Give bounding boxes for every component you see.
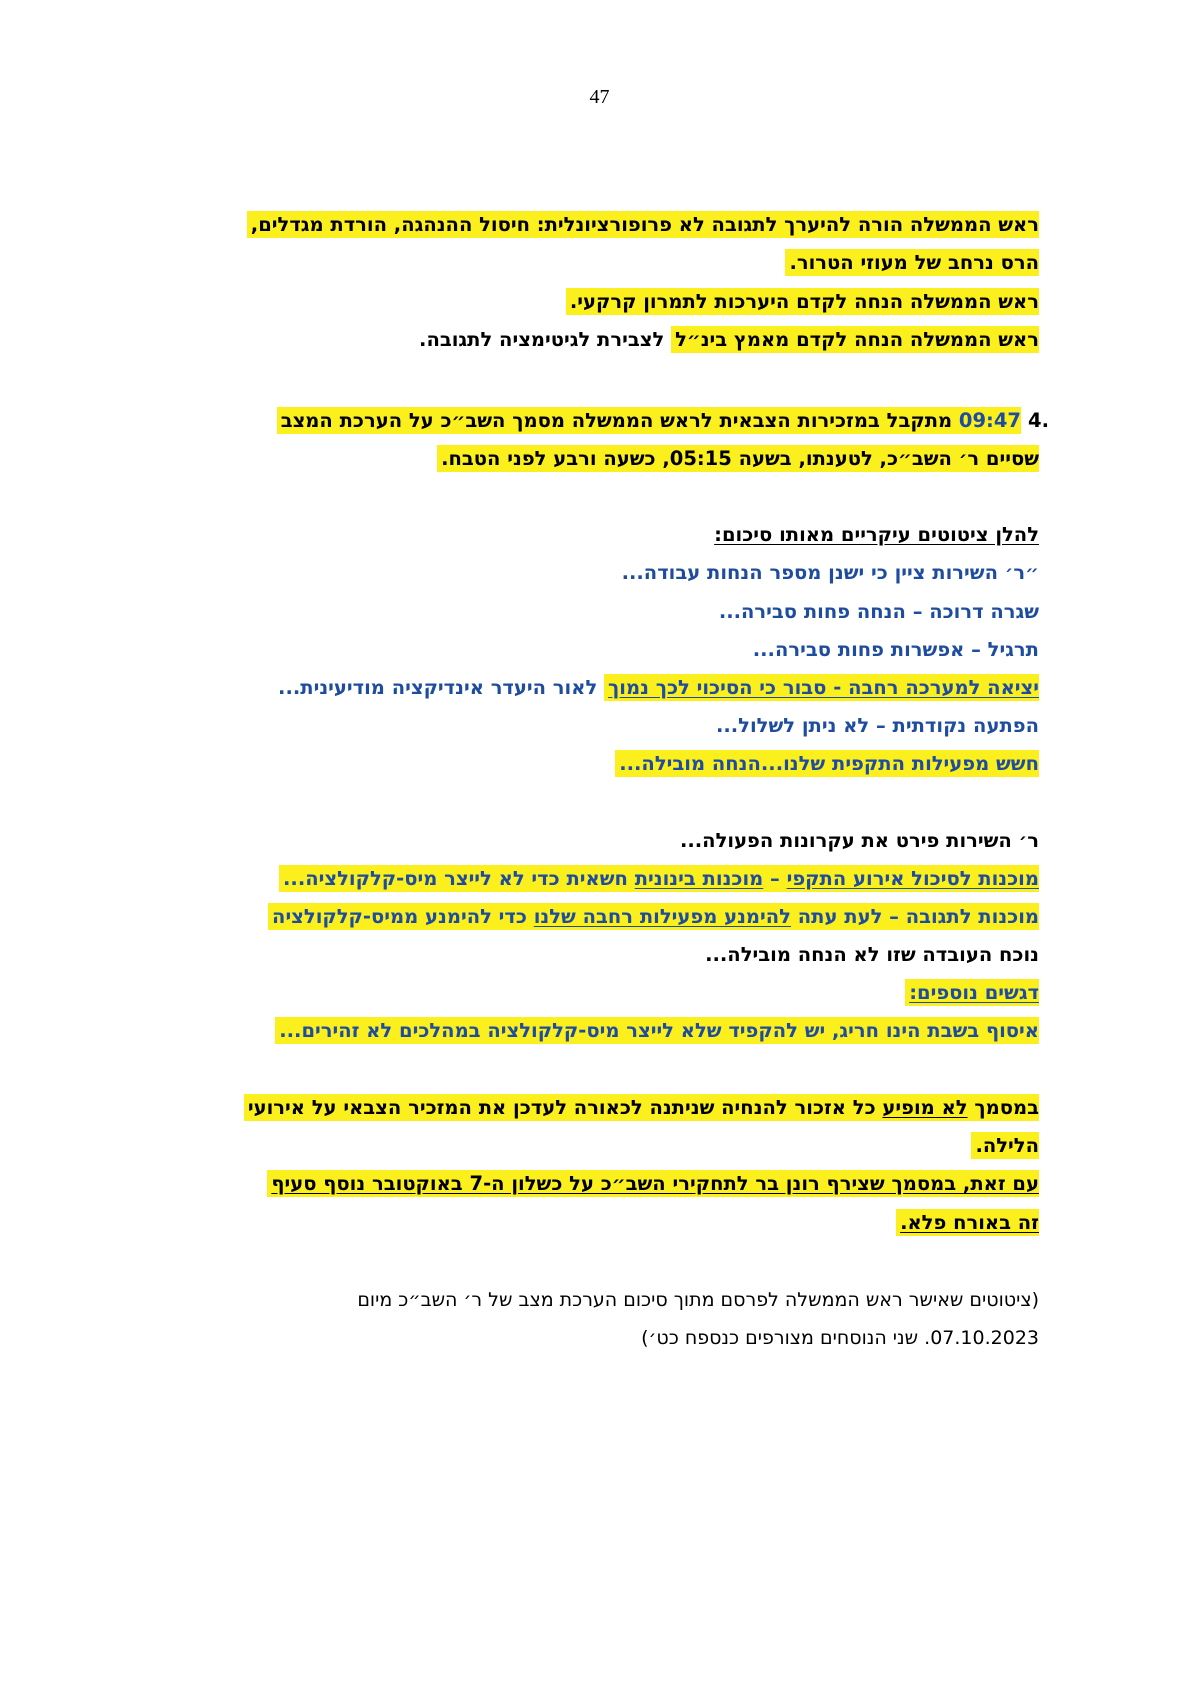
closing-line4: זה באורח פלא. [896,1208,1039,1238]
quote-line: הפתעה נקודתית – לא ניתן לשלול... [715,714,1039,737]
para1-line4: ראש הממשלה הנחה לקדם מאמץ בינ״ל לצבירת לגיטימציה לתגובה. [419,328,1039,351]
footnote-line2: 07.10.2023. שני הנוסחים מצורפים כנספח כט׳) [641,1327,1039,1349]
quote-line: שגרה דרוכה – הנחה פחות סבירה... [718,600,1039,623]
quote-line-highlighted: יציאה למערכה רחבה - סבור כי הסיכוי לכך נמוך לאור היעדר אינדיקציה מודיעינית... [278,676,1039,699]
para1-line2: הרס נרחב של מעוזי הטרור. [785,248,1039,278]
quote-line: נוכח העובדה שזו לא הנחה מובילה... [705,943,1039,966]
closing-line1: במסמך לא מופיע כל אזכור להנחיה שניתנה לכאורה לעדכן את המזכיר הצבאי על אירועי [244,1093,1039,1123]
page-number: 47 [589,86,610,108]
item4-line1: 09:47 מתקבל במזכירות הצבאית לראש הממשלה מסמך השב״כ על הערכת המצב [277,406,1021,436]
quote-line: ״ר׳ השירות ציין כי ישנן מספר הנחות עבודה... [621,561,1039,584]
para1-line3: ראש הממשלה הנחה לקדם היערכות לתמרון קרקעי. [566,287,1039,317]
item4-time: 09:47 [958,409,1021,432]
quote-line: תרגיל – אפשרות פחות סבירה... [752,638,1039,661]
quote-subheading: דגשים נוספים: [905,978,1039,1008]
quote-line-highlighted: מוכנות לסיכול אירוע התקפי – מוכנות בינונית חשאית כדי לא לייצר מיס-קלקולציה... [279,864,1039,894]
item4-line2: שסיים ר׳ השב״כ, לטענתו, בשעה 05:15, כשעה ורבע לפני הטבח. [437,444,1039,474]
closing-line3: עם זאת, במסמך שצירף רונן בר לתחקירי השב״כ על כשלון ה-7 באוקטובר נוסף סעיף [267,1169,1039,1199]
quote-line-highlighted: איסוף בשבת הינו חריג, יש להקפיד שלא לייצר מיס-קלקולציה במהלכים לא זהירים... [275,1016,1039,1046]
footnote-line1: (ציטוטים שאישר ראש הממשלה לפרסם מתוך סיכום הערכת מצב של ר׳ השב״כ מיום [357,1289,1039,1311]
quotes-heading: להלן ציטוטים עיקריים מאותו סיכום: [714,523,1039,546]
quote-line-highlighted: חשש מפעילות התקפית שלנו...הנחה מובילה... [615,749,1039,779]
closing-line2: הלילה. [971,1131,1039,1161]
quote-line-highlighted: מוכנות לתגובה – לעת עתה להימנע מפעילות רחבה שלנו כדי להימנע ממיס-קלקולציה [268,902,1039,932]
quote-line: ר׳ השירות פירט את עקרונות הפעולה... [679,829,1039,852]
item-number: 4. [1028,409,1049,432]
para1-line1: ראש הממשלה הורה להיערך לתגובה לא פרופורציונלית: חיסול ההנהגה, הורדת מגדלים, [247,210,1039,240]
